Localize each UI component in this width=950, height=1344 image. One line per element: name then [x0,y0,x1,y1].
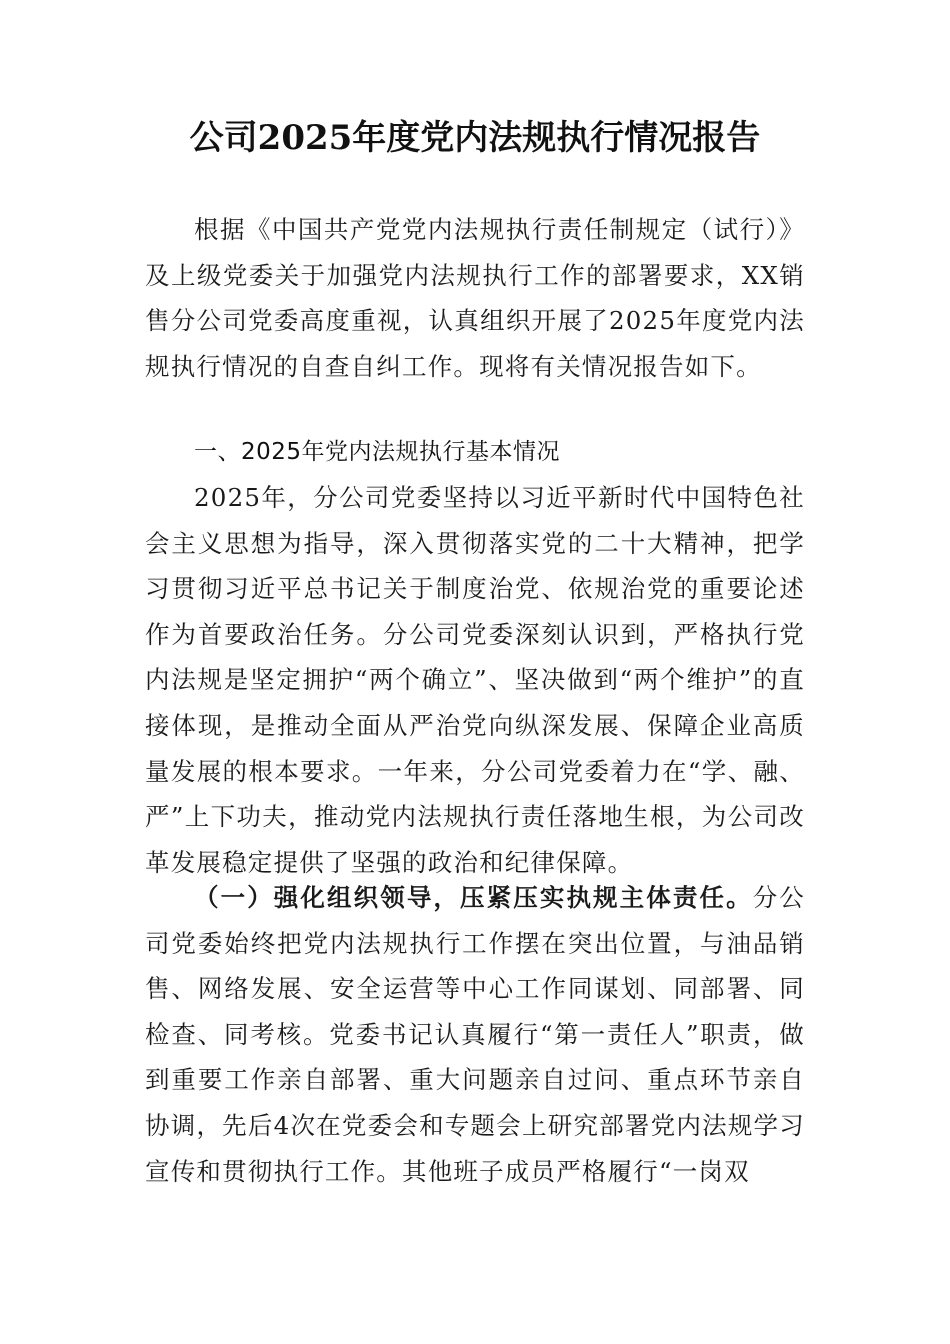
section-1-paragraph: 2025年，分公司党委坚持以习近平新时代中国特色社会主义思想为指导，深入贯彻落实党的二十大精神，把学习贯彻习近平总书记关于制度治党、依规治党的重要论述作为首要政治任务。分公司党委深刻认识到，严格执行党内法规是坚定拥护“两个确立”、坚决做到“两个维护”的直接体现，是推动全面从严治党向纵深发展、保障企业高质量发展的根本要求。一年来，分公司党委着力在“学、融、严”上下功夫，推动党内法规执行责任落地生根，为公司改革发展稳定提供了坚强的政治和纪律保障。 [145,483,805,877]
subsection-1-paragraph [145,875,805,1194]
intro-paragraph: 根据《中国共产党党内法规执行责任制规定（试行）》及上级党委关于加强党内法规执行工作的部署要求，XX销售分公司党委高度重视，认真组织开展了2025年度党内法规执行情况的自查自纠工作。现将有关情况报告如下。 [145,215,805,381]
document-title: 公司2025年度党内法规执行情况报告 [189,118,761,158]
subsection-1-heading: （一）强化组织领导，压紧压实执规主体责任。 [194,883,753,912]
subsection-1-text: 分公司党委始终把党内法规执行工作摆在突出位置，与油品销售、网络发展、安全运营等中心工作同谋划、同部署、同检查、同考核。党委书记认真履行“第一责任人”职责，做到重要工作亲自部署、重大问题亲自过问、重点环节亲自协调，先后4次在党委会和专题会上研究部署党内法规学习宣传和贯彻执行工作。其他班子成员严格履行“一岗双 [145,883,805,1186]
section-heading-1: 一、2025年党内法规执行基本情况 [194,439,561,465]
